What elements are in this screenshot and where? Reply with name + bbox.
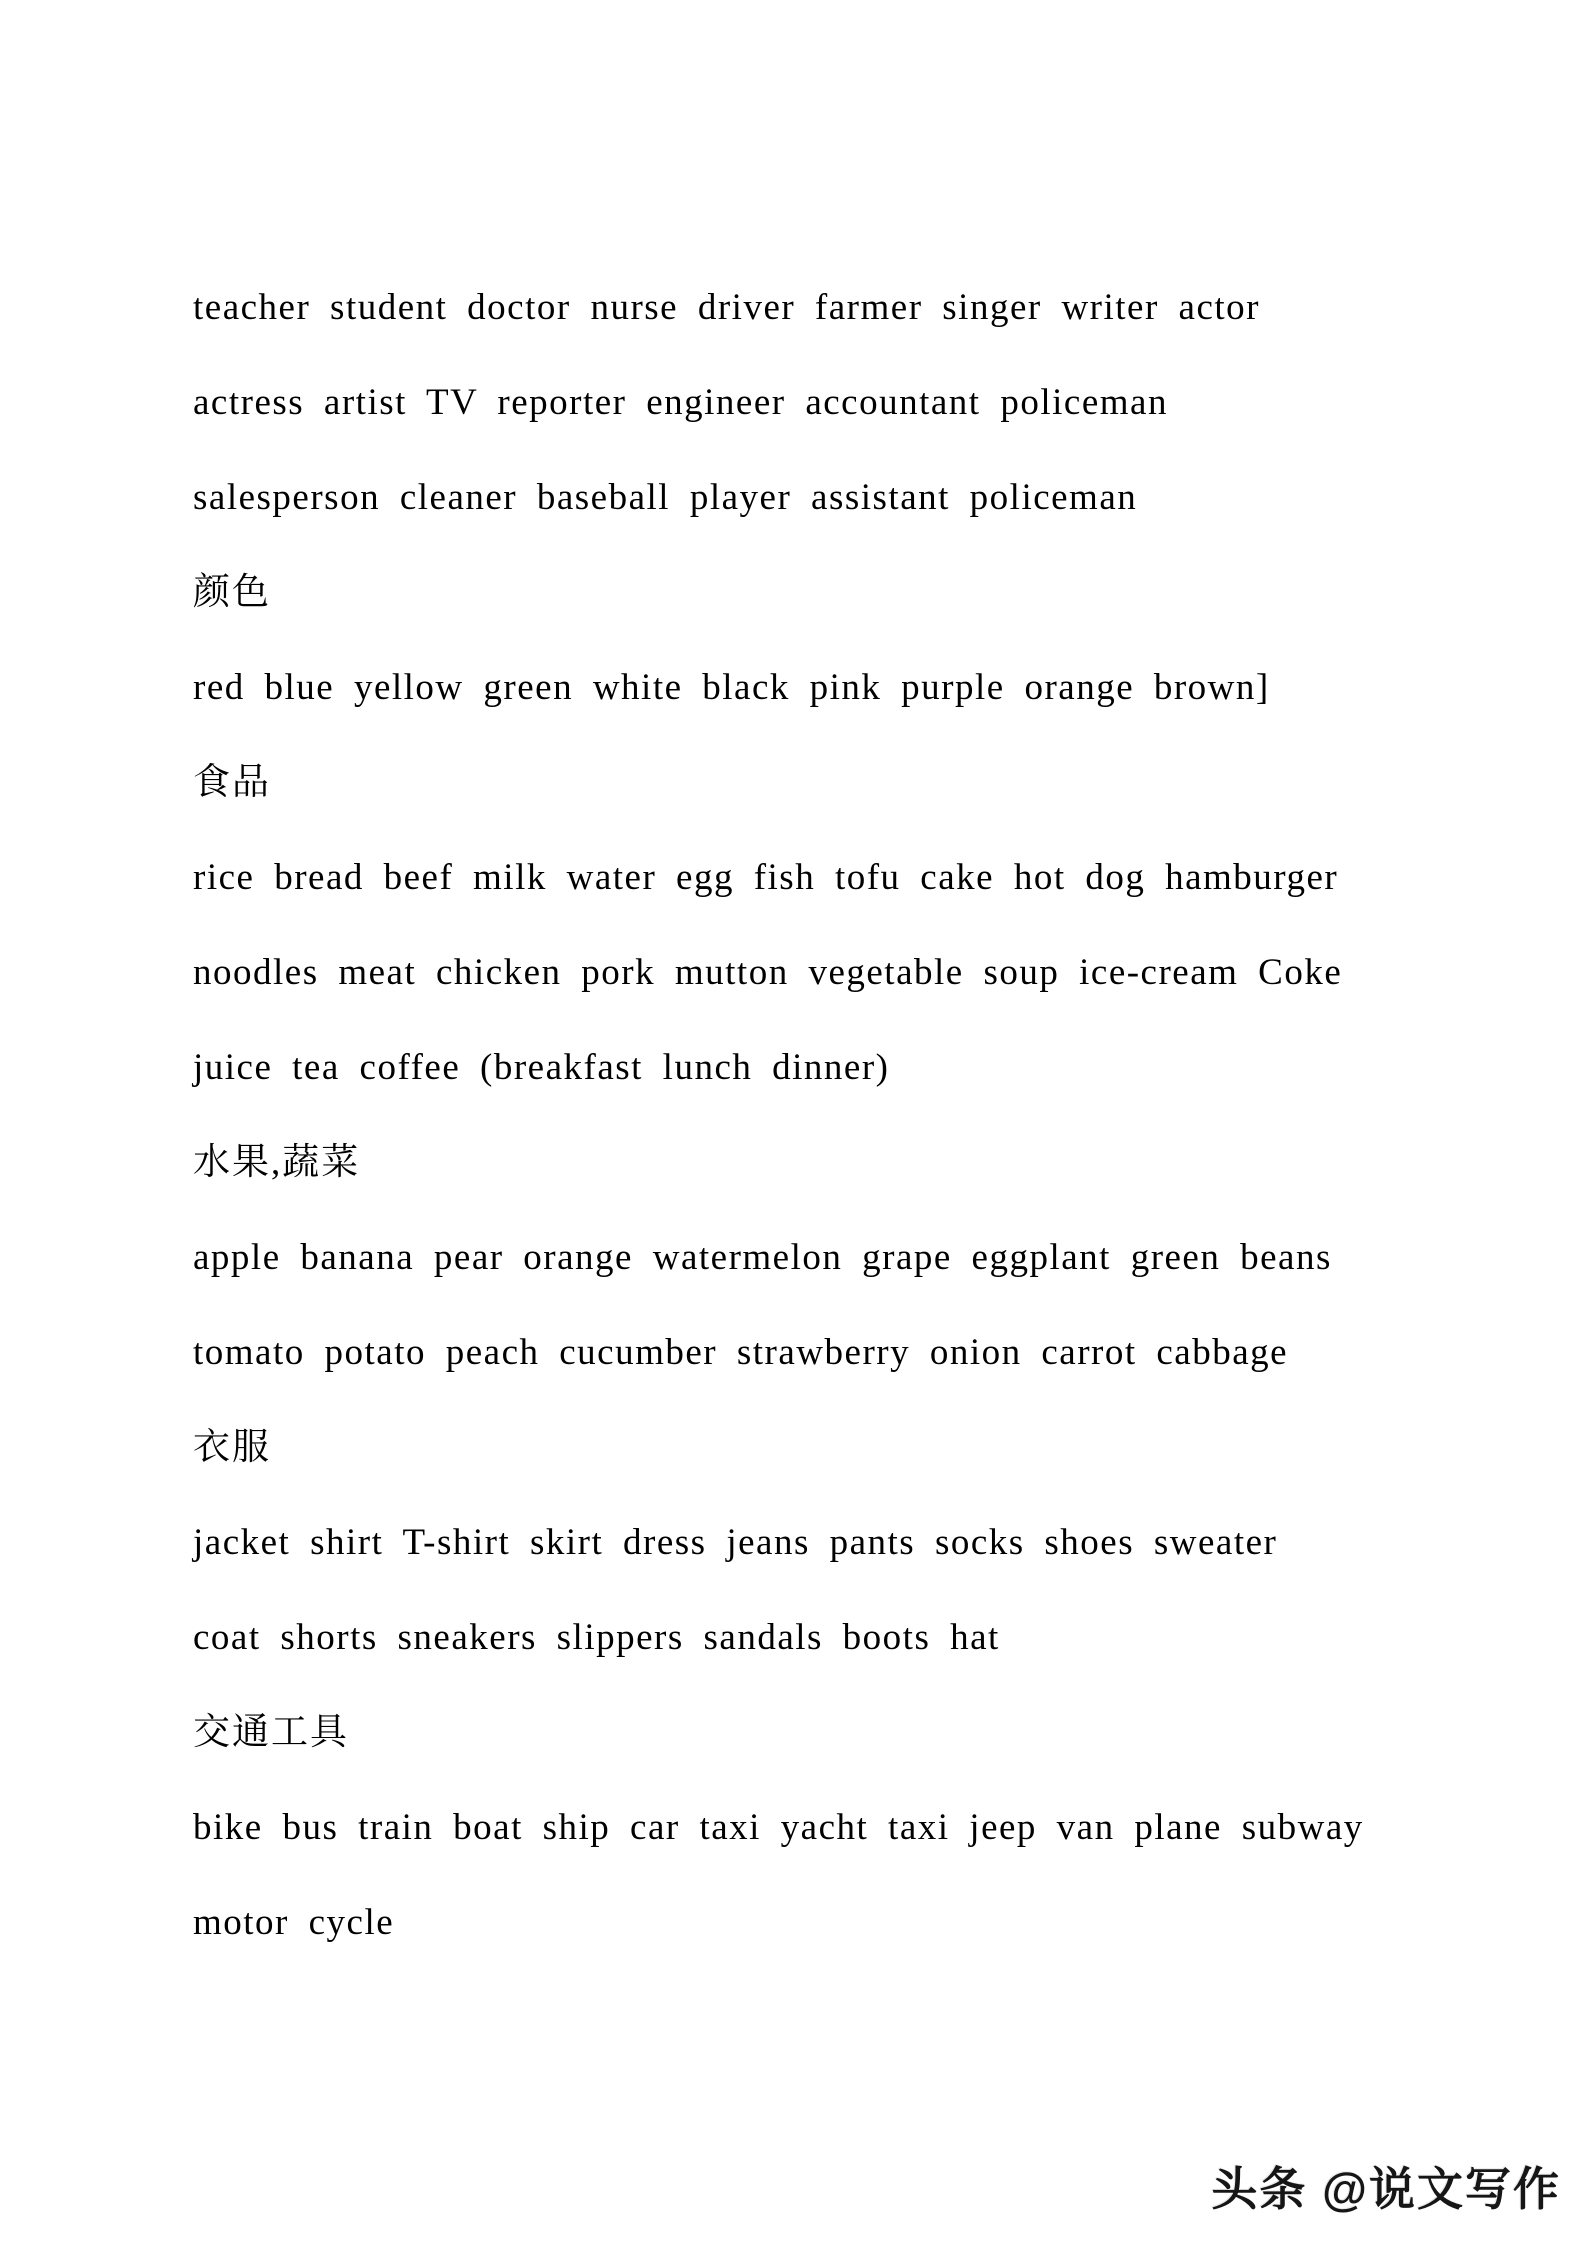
section-heading: 食品 xyxy=(193,762,271,803)
text-line: bike bus train boat ship car taxi yacht taxi jeep van plane subway xyxy=(193,1807,1364,1848)
vocabulary-list xyxy=(193,260,1527,1970)
text-line: rice bread beef milk water egg fish tofu cake hot dog hamburger xyxy=(193,857,1339,898)
text-line: coat shorts sneakers slippers sandals boots hat xyxy=(193,1617,1000,1658)
text-line: motor cycle xyxy=(193,1902,395,1943)
text-line: actress artist TV reporter engineer accountant policeman xyxy=(193,382,1168,423)
section-heading: 水果,蔬菜 xyxy=(193,1142,361,1183)
section-heading: 衣服 xyxy=(193,1427,271,1468)
text-line: noodles meat chicken pork mutton vegetable soup ice-cream Coke xyxy=(193,952,1343,993)
text-line: jacket shirt T-shirt skirt dress jeans pants socks shoes sweater xyxy=(193,1522,1278,1563)
text-line: red blue yellow green white black pink purple orange brown] xyxy=(193,667,1270,708)
text-line: juice tea coffee (breakfast lunch dinner) xyxy=(193,1047,890,1088)
watermark-text: 头条 @说文写作 xyxy=(1211,2163,1561,2215)
text-line: apple banana pear orange watermelon grape eggplant green beans xyxy=(193,1237,1332,1278)
section-heading: 交通工具 xyxy=(193,1712,349,1753)
text-line: salesperson cleaner baseball player assistant policeman xyxy=(193,477,1138,518)
section-heading: 颜色 xyxy=(193,572,271,613)
text-line: tomato potato peach cucumber strawberry onion carrot cabbage xyxy=(193,1332,1289,1373)
text-line: teacher student doctor nurse driver farmer singer writer actor xyxy=(193,287,1260,328)
watermark xyxy=(1211,2153,1561,2219)
